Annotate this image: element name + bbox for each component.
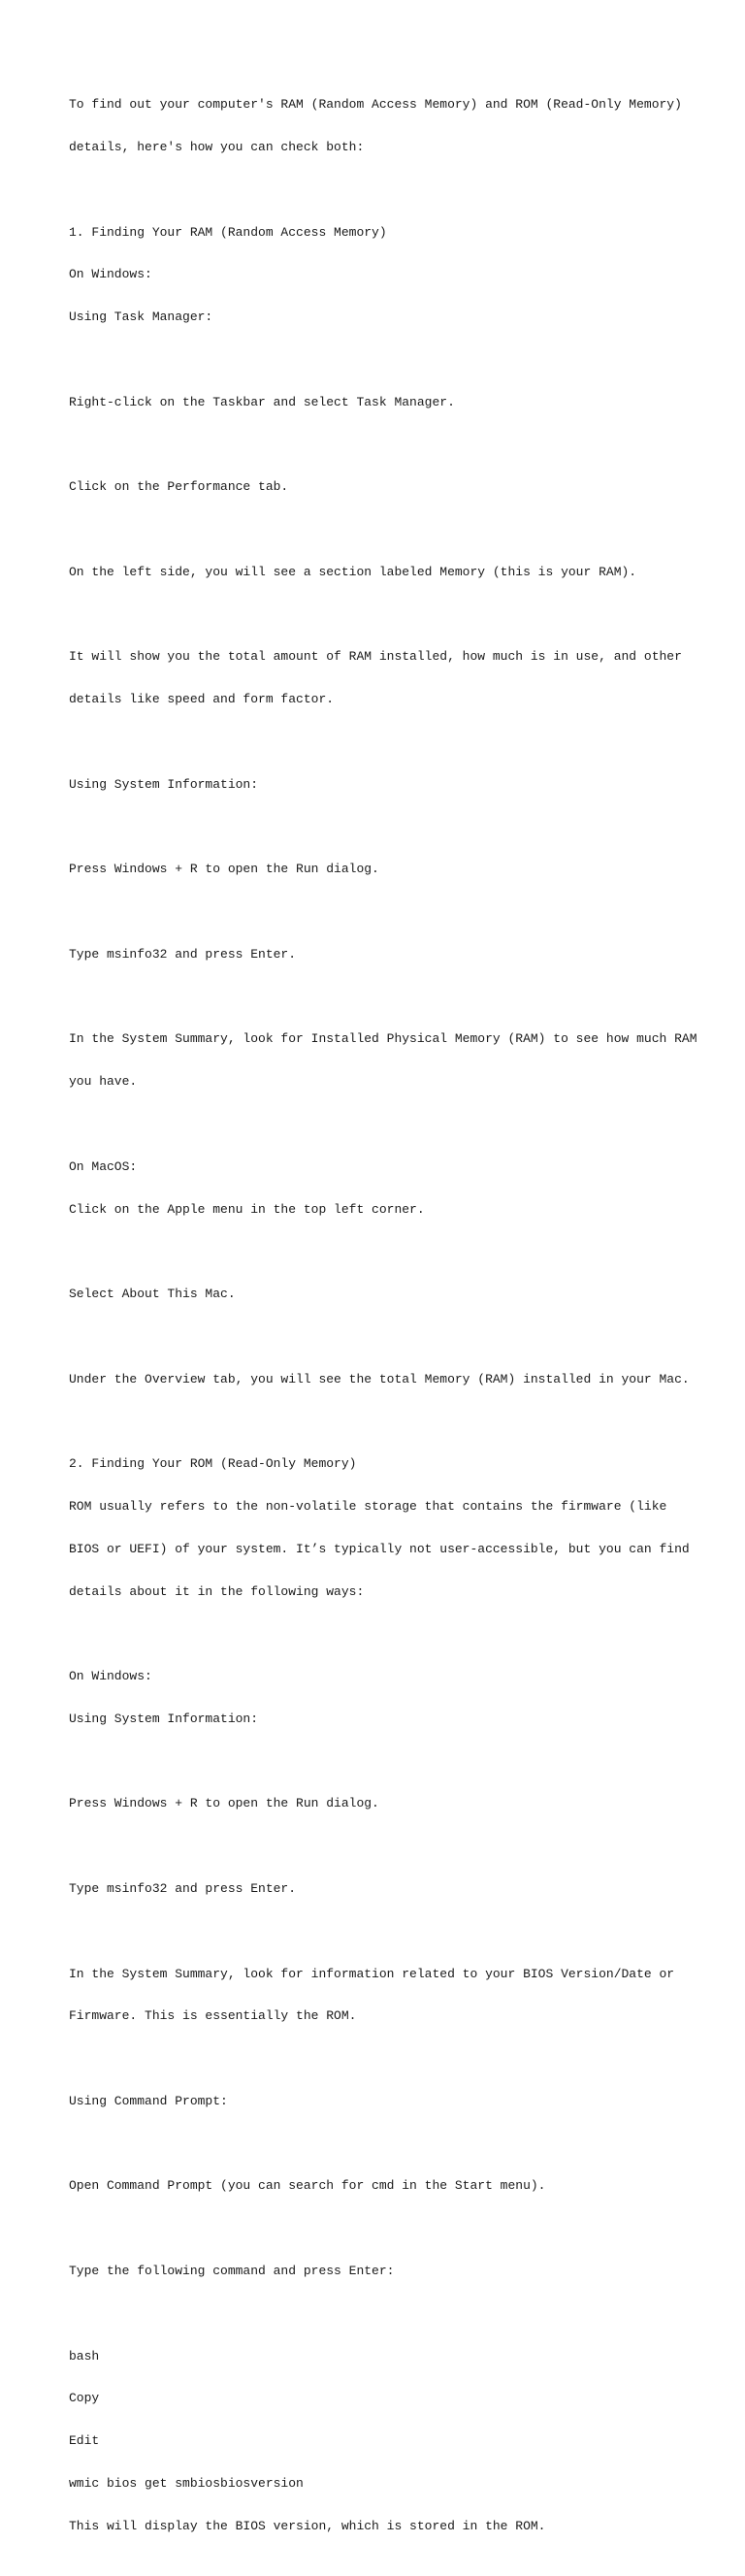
text-line: On the left side, you will see a section labeled Memory (this is your RAM). [69, 564, 637, 579]
code-block [69, 2321, 699, 2561]
subheading-paragraph [69, 1642, 699, 1755]
step-paragraph [69, 2236, 699, 2307]
subheading-macos: On MacOS: [69, 1158, 138, 1174]
text-line: Press Windows + R to open the Run dialog. [69, 1796, 379, 1811]
step-paragraph [69, 1769, 699, 1840]
text-line: In the System Summary, look for information related to your BIOS Version/Date or [69, 1966, 675, 1981]
section-title: 1. Finding Your RAM (Random Access Memory) [69, 224, 387, 240]
copy-label: Copy [69, 2391, 100, 2406]
text-line: Click on the Performance tab. [69, 479, 289, 495]
text-line: In the System Summary, look for Installed Physical Memory (RAM) to see how much RAM [69, 1031, 697, 1047]
subheading-command-prompt: Using Command Prompt: [69, 2093, 228, 2108]
text-line: Type msinfo32 and press Enter. [69, 1881, 297, 1896]
text-line: Open Command Prompt (you can search for cmd in the Start menu). [69, 2178, 546, 2194]
step-paragraph [69, 920, 699, 991]
step-paragraph [69, 2151, 699, 2222]
code-command: wmic bios get smbiosbiosversion [69, 2475, 304, 2491]
step-paragraph [69, 622, 699, 735]
text-line: details, here's how you can check both: [69, 139, 365, 154]
text-line: Click on the Apple menu in the top left corner. [69, 1201, 425, 1217]
text-line: Right-click on the Taskbar and select Task Manager. [69, 394, 455, 409]
step-paragraph [69, 1344, 699, 1415]
step-paragraph [69, 1939, 699, 2052]
text-line: To find out your computer's RAM (Random Access Memory) and ROM (Read-Only Memory) [69, 97, 682, 113]
subheading-system-information: Using System Information: [69, 776, 259, 792]
text-line: you have. [69, 1074, 138, 1090]
subheading-windows: On Windows: [69, 1669, 152, 1684]
code-language-label: bash [69, 2348, 100, 2364]
step-paragraph [69, 538, 699, 608]
subheading-system-information: Using System Information: [69, 1711, 259, 1726]
text-line: Under the Overview tab, you will see the total Memory (RAM) installed in your Mac. [69, 1371, 690, 1386]
text-line: ROM usually refers to the non-volatile storage that contains the firmware (like [69, 1498, 667, 1514]
ram-section-heading [69, 197, 699, 353]
document-body [69, 70, 699, 2576]
subheading-paragraph [69, 750, 699, 821]
step-paragraph [69, 1004, 699, 1118]
text-line: Press Windows + R to open the Run dialog. [69, 862, 379, 877]
intro-paragraph [69, 70, 699, 183]
step-paragraph [69, 1854, 699, 1925]
text-line: Select About This Mac. [69, 1287, 236, 1302]
text-line: details like speed and form factor. [69, 692, 335, 707]
text-line: BIOS or UEFI) of your system. It’s typically not user-accessible, but you can find [69, 1541, 690, 1556]
text-line: This will display the BIOS version, which is stored in the ROM. [69, 2518, 546, 2533]
text-line: details about it in the following ways: [69, 1583, 365, 1599]
step-paragraph [69, 367, 699, 438]
macos-paragraph [69, 1132, 699, 1246]
text-line: Firmware. This is essentially the ROM. [69, 2008, 357, 2024]
subheading-paragraph [69, 2067, 699, 2137]
text-line: Type msinfo32 and press Enter. [69, 946, 297, 962]
section-title: 2. Finding Your ROM (Read-Only Memory) [69, 1456, 357, 1472]
step-paragraph [69, 834, 699, 905]
step-paragraph [69, 1259, 699, 1330]
subheading-windows: On Windows: [69, 267, 152, 282]
step-paragraph [69, 452, 699, 523]
rom-section [69, 1429, 699, 1627]
text-line: Type the following command and press Enter: [69, 2264, 395, 2279]
subheading-task-manager: Using Task Manager: [69, 310, 213, 325]
edit-label: Edit [69, 2433, 100, 2449]
text-line: It will show you the total amount of RAM installed, how much is in use, and other [69, 649, 682, 665]
